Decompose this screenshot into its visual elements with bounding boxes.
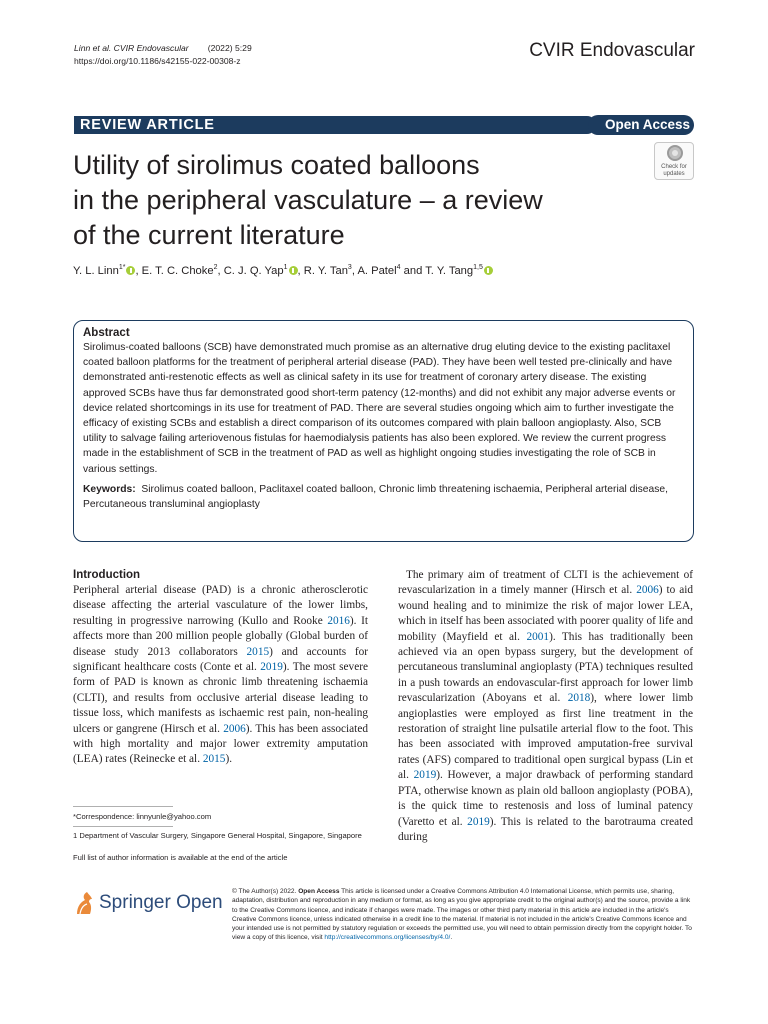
body-text: Peripheral arterial disease (PAD) is a chronic atherosclerotic disease affecting the arterial vasculature of the lower limbs, resulting in progressive narrowing (Kullo and Rooke bbox=[73, 584, 368, 627]
author-name: R. Y. Tan bbox=[303, 265, 348, 277]
citation-link[interactable]: 2001 bbox=[526, 630, 550, 643]
author-info-footnote: Full list of author information is available at the end of the article bbox=[73, 853, 288, 862]
body-text: The primary aim of treatment of CLTI is the achievement of revascularization in a timely manner (Hirsch et al. bbox=[398, 569, 693, 597]
author-affiliation-sup: 3 bbox=[347, 264, 352, 271]
body-text: ). This has traditionally been achieved via an open bypass surgery, but the development of percutaneous transluminal angioplasty (PTA) techniques resulted in a push towards an endovascular-first approach for lower limb revascularization (Aboyans et al. bbox=[398, 630, 693, 705]
abstract-text: Sirolimus-coated balloons (SCB) have demonstrated much promise as an alternative drug eluting device to the existing paclitaxel coated balloon platforms for the treatment of peripheral arterial disease (PAD). They have been well tested pre-clinically and have demonstrated anti-restenotic effects as well as clinical safety in its use for treatment of coronary artery disease. The existing approved SCBs have thus far demonstrated good short-term patency (12-months) and did not exhibit any major adverse events or device related shortcomings in its use for treatment of PAD. There are several studies ongoing which aim to further investigate the efficacy of existing SCBs and establish a direct comparison of its outcomes compared with plain balloon angioplasty. Also, SCB utility to salvage failing arteriovenous fistulas for haemodialysis patients has also been explored. We review the current progress made in the establishment of SCB in the treatment of PAD as well as highlight ongoing studies investigating the role of SCB in various settings. bbox=[83, 342, 676, 475]
author-affiliation-sup: 1,5 bbox=[473, 264, 483, 271]
check-updates-line1: Check for bbox=[661, 164, 687, 170]
author-separator: , bbox=[351, 265, 358, 277]
springer-horse-icon bbox=[73, 890, 95, 916]
left-column bbox=[73, 568, 368, 768]
footnote-divider bbox=[73, 806, 173, 807]
body-text: ). The most severe form of PAD is known as chronic limb threatening ischaemia (CLTI), and results from occlusive arterial disease leading to tissue loss, which manifests as ischaemic rest pain, non-healing ulcers or gangrene (Hirsch et al. bbox=[73, 661, 368, 735]
author-affiliation-sup: 2 bbox=[213, 264, 218, 271]
introduction-right-paragraph bbox=[398, 568, 693, 845]
author-affiliation-sup: 4 bbox=[396, 264, 401, 271]
article-type-label: REVIEW ARTICLE bbox=[80, 117, 215, 133]
journal-name: CVIR Endovascular bbox=[529, 40, 695, 61]
author-name: C. J. Q. Yap bbox=[223, 265, 284, 277]
license-link[interactable]: http://creativecommons.org/licenses/by/4.0/ bbox=[324, 934, 451, 942]
author-list bbox=[73, 264, 493, 277]
open-access-label: Open Access bbox=[604, 117, 690, 132]
footnote-divider bbox=[73, 826, 173, 827]
author-name: E. T. C. Choke bbox=[141, 265, 214, 277]
author-separator: and bbox=[400, 265, 426, 277]
license-text bbox=[232, 887, 694, 943]
abstract-heading: Abstract bbox=[83, 327, 130, 339]
body-text: ). This is related to the barotrauma created during bbox=[398, 815, 693, 843]
citation-link[interactable]: 2016 bbox=[327, 614, 350, 627]
doi-link[interactable]: https://doi.org/10.1186/s42155-022-00308-z bbox=[74, 56, 241, 66]
citation-link[interactable]: 2019 bbox=[467, 815, 490, 828]
author-affiliation-sup: 1* bbox=[118, 264, 126, 271]
citation-year: (2022) 5:29 bbox=[207, 43, 252, 53]
license-prefix: © The Author(s) 2022. bbox=[232, 888, 299, 895]
running-header bbox=[74, 42, 252, 68]
right-column bbox=[398, 568, 693, 845]
citation-link[interactable]: 2019 bbox=[260, 661, 283, 674]
author-name: Y. L. Linn bbox=[73, 265, 119, 277]
body-text: ) and accounts for significant healthcare costs (Conte et al. bbox=[73, 645, 369, 674]
body-text: ). It affects more than 200 million people globally (Global burden of disease study 2013 collaborators bbox=[73, 614, 368, 658]
title-line: in the peripheral vasculature – a review bbox=[73, 185, 543, 215]
body-text: ) to aid wound healing and to minimize the risk of major lower LEA, which in itself has been associated with poorer quality of life and mobility (Mayfield et al. bbox=[398, 584, 693, 643]
author-name: T. Y. Tang bbox=[425, 265, 474, 277]
check-for-updates-button[interactable] bbox=[654, 142, 694, 180]
check-updates-line2: updates bbox=[663, 171, 685, 177]
abstract-box bbox=[73, 320, 694, 542]
body-text: ). bbox=[225, 753, 233, 766]
citation-authors: Linn et al. CVIR Endovascular bbox=[74, 43, 189, 53]
title-line: Utility of sirolimus coated balloons bbox=[73, 150, 480, 180]
introduction-left-paragraph bbox=[73, 583, 368, 768]
license-open-access: Open Access bbox=[298, 888, 340, 895]
author-affiliation-sup: 1 bbox=[283, 264, 288, 271]
citation-link[interactable]: 2006 bbox=[636, 584, 659, 597]
orcid-icon[interactable] bbox=[484, 266, 493, 275]
author-separator: , bbox=[297, 265, 304, 277]
affiliation-footnote: 1 Department of Vascular Surgery, Singapore General Hospital, Singapore, Singapore bbox=[73, 831, 362, 840]
license-suffix: . bbox=[450, 934, 453, 942]
license-body: This article is licensed under a Creative Commons Attribution 4.0 International License, which permits use, sharing, adaptation, distribution and reproduction in any medium or format, as long as you give appropriate credit to the original author(s) and the source, provide a link to the Creative Commons licence, and indicate if changes were made. The images or other third party material in this article are included in the article's Creative Commons licence, unless indicated otherwise in a credit line to the material. If material is not included in the article's Creative Commons licence and your intended use is not permitted by statutory regulation or exceeds the permitted use, you will need to obtain permission directly from the copyright holder. To view a copy of this licence, visit bbox=[232, 888, 692, 942]
keywords bbox=[83, 482, 685, 512]
author-name: A. Patel bbox=[357, 265, 397, 277]
keywords-text: Sirolimus coated balloon, Paclitaxel coated balloon, Chronic limb threatening ischaemia, Peripheral arterial disease, Percutaneous transluminal angioplasty bbox=[83, 483, 668, 511]
citation-link[interactable]: 2015 bbox=[202, 753, 226, 766]
publisher-name: Springer bbox=[99, 892, 171, 913]
citation-link[interactable]: 2015 bbox=[246, 645, 270, 658]
title-line: of the current literature bbox=[73, 220, 345, 250]
introduction-heading: Introduction bbox=[73, 569, 141, 581]
orcid-icon[interactable] bbox=[289, 266, 298, 275]
correspondence-footnote: *Correspondence: linnyunle@yahoo.com bbox=[73, 812, 212, 821]
open-access-badge bbox=[588, 115, 694, 135]
publisher-suffix: Open bbox=[176, 892, 223, 913]
body-text: ). However, a major drawback of performing standard PTA, otherwise known as plain old balloon angioplasty (POBA), is the quick time to restenosis and loss of luminal patency (Varetto et al. bbox=[398, 769, 693, 828]
article-title bbox=[73, 148, 633, 253]
author-separator: , bbox=[135, 265, 142, 277]
article-type-bar bbox=[74, 116, 596, 134]
author-separator: , bbox=[217, 265, 224, 277]
citation-link[interactable]: 2018 bbox=[567, 692, 591, 705]
check-updates-icon bbox=[667, 145, 683, 161]
body-text: ), where lower limb angioplasties were employed as first line treatment in the restoration of straight line pulsatile arterial flow to the foot. This has been associated with improved amputation-free survival rates (AFS) compared to traditional open surgical bypass (Lin et al. bbox=[398, 692, 693, 782]
citation-link[interactable]: 2019 bbox=[413, 769, 437, 782]
citation-link[interactable]: 2006 bbox=[223, 722, 246, 735]
keywords-label: Keywords: bbox=[83, 483, 136, 495]
body-text: ). This has been associated with high mortality and major lower extremity amputation (LEA) rates (Reinecke et al. bbox=[73, 722, 368, 766]
